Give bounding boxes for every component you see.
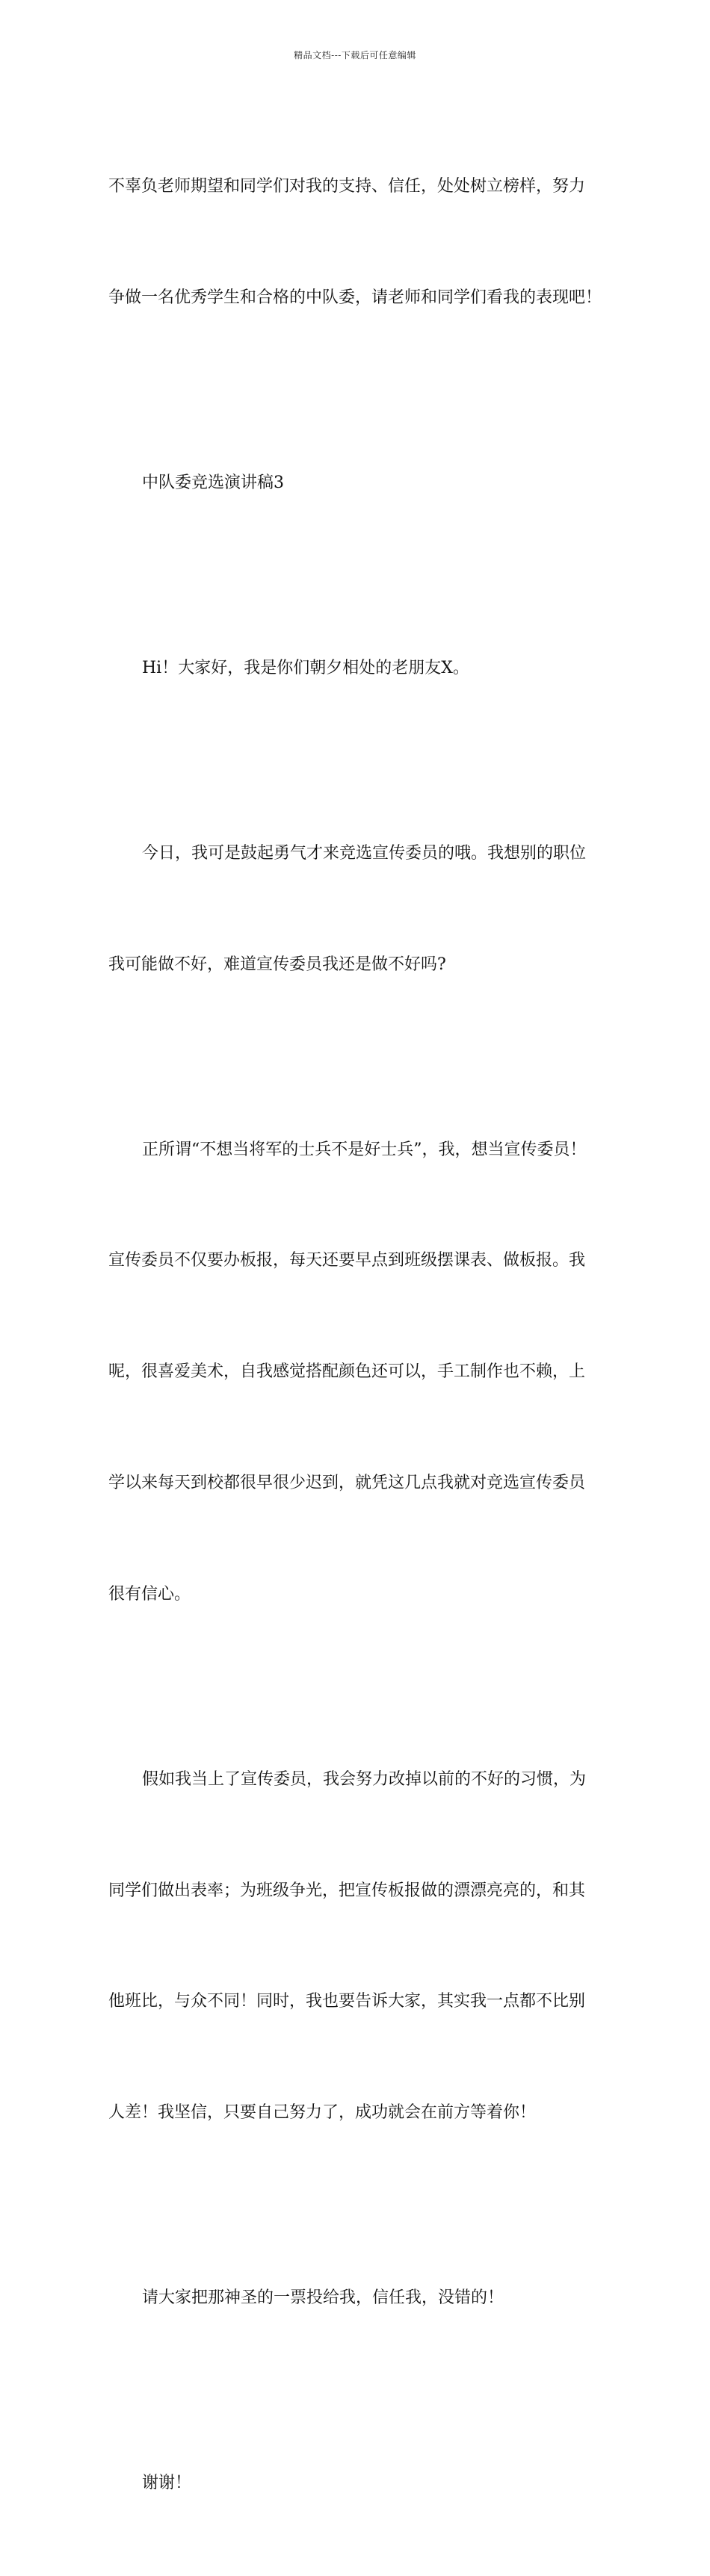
paragraph-thanks <box>108 2391 611 2576</box>
paragraph-continuation <box>108 94 611 391</box>
text-line: 正所谓“不想当将军的士兵不是好士兵”，我，想当宣传委员！ <box>142 1140 587 1159</box>
text-line: 不辜负老师期望和同学们对我的支持、信任，处处树立榜样，努力 <box>108 177 586 196</box>
section-title <box>108 391 611 576</box>
text-line: 假如我当上了宣传委员，我会努力改掉以前的不好的习惯，为 <box>142 1769 587 1789</box>
text-line: 人差！我坚信，只要自己努力了，成功就会在前方等着你！ <box>108 2103 537 2123</box>
paragraph-motivation <box>108 1057 611 1686</box>
text-line: 宣传委员不仅要办板报，每天还要早点到班级摆课表、做板报。我 <box>108 1251 586 1270</box>
paragraph-greeting <box>108 576 611 761</box>
text-line: 争做一名优秀学生和合格的中队委，请老师和同学们看我的表现吧！ <box>108 288 602 307</box>
document-body <box>108 94 611 2576</box>
text-line: 他班比，与众不同！同时，我也要告诉大家，其实我一点都不比别 <box>108 1992 586 2011</box>
text-line: 呢，很喜爱美术，自我感觉搭配颜色还可以，手工制作也不赖，上 <box>108 1362 586 1382</box>
text-line: 中队委竞选演讲稿3 <box>142 473 284 492</box>
text-line: Hi！大家好，我是你们朝夕相处的老朋友X。 <box>142 658 469 677</box>
text-line: 谢谢！ <box>142 2474 192 2492</box>
text-line: 很有信心。 <box>108 1584 191 1604</box>
page-header: 精品文档---下载后可任意编辑 <box>294 50 416 60</box>
paragraph-intro <box>108 761 611 1058</box>
paragraph-vote-request <box>108 2206 611 2391</box>
text-line: 今日，我可是鼓起勇气才来竞选宣传委员的哦。我想别的职位 <box>142 843 587 863</box>
paragraph-promise <box>108 1687 611 2206</box>
text-line: 我可能做不好，难道宣传委员我还是做不好吗? <box>108 955 446 974</box>
text-line: 请大家把那神圣的一票投给我，信任我，没错的！ <box>142 2288 504 2308</box>
text-line: 同学们做出表率；为班级争光，把宣传板报做的漂漂亮亮的，和其 <box>108 1881 586 1900</box>
text-line: 学以来每天到校都很早很少迟到，就凭这几点我就对竞选宣传委员 <box>108 1473 586 1492</box>
